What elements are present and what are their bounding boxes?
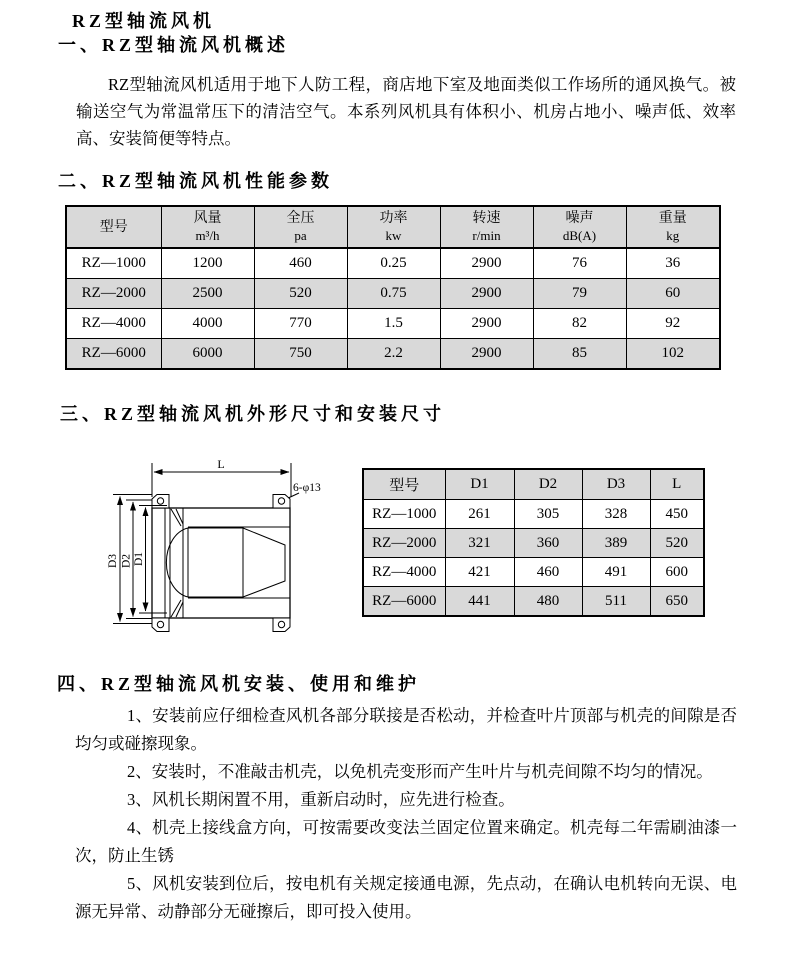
table-row: RZ—4000 421 460 491 600 — [363, 558, 704, 587]
dim-label-d3: D3 — [107, 553, 119, 569]
dim-label-length: L — [217, 457, 225, 471]
perf-col-pressure: 全压 pa — [254, 206, 347, 248]
performance-table — [65, 205, 721, 370]
performance-table-header-row — [66, 206, 720, 248]
document-title: RZ型轴流风机 — [72, 11, 216, 31]
list-item: 5、风机安装到位后，按电机有关规定接通电源，先点动，在确认电机转向无误、电源无异常、动静部分无碰擦后，即可投入使用。 — [75, 874, 737, 921]
dimensions-table-header-row — [363, 469, 704, 500]
table-row: RZ—1000 1200 460 0.25 2900 76 36 — [66, 248, 720, 279]
dim-col-d1: D1 — [445, 469, 514, 500]
table-row: RZ—2000 321 360 389 520 — [363, 529, 704, 558]
list-item: 4、机壳上接线盒方向，可按需要改变法兰固定位置来确定。机壳每二年需刷油漆一次，防止生锈 — [75, 818, 737, 865]
table-row: RZ—6000 441 480 511 650 — [363, 587, 704, 617]
dim-col-d2: D2 — [514, 469, 582, 500]
list-item: 3、风机长期闲置不用，重新启动时，应先进行检查。 — [127, 790, 515, 809]
dimensions-table — [362, 468, 705, 617]
dim-label-holes: 6-φ13 — [293, 482, 321, 494]
list-item: 1、安装前应仔细检查风机各部分联接是否松动，并检查叶片顶部与机壳的间隙是否均匀或碰擦现象。 — [75, 706, 737, 753]
section4-heading: 四、RZ型轴流风机安装、使用和维护 — [57, 674, 421, 694]
section1-heading: 一、RZ型轴流风机概述 — [58, 35, 290, 55]
perf-col-model: 型号 — [66, 206, 161, 248]
section1-paragraph: RZ型轴流风机适用于地下人防工程，商店地下室及地面类似工作场所的通风换气。被输送空气为常温常压下的清洁空气。本系列风机具有体积小、机房占地小、噪声低、效率高、安装简便等特点。 — [76, 75, 736, 148]
dim-col-l: L — [650, 469, 704, 500]
dim-col-d3: D3 — [582, 469, 650, 500]
section2-heading: 二、RZ型轴流风机性能参数 — [58, 171, 334, 191]
perf-col-airflow: 风量 m³/h — [161, 206, 254, 248]
perf-col-weight: 重量 kg — [626, 206, 720, 248]
perf-col-noise: 噪声 dB(A) — [533, 206, 626, 248]
perf-col-speed: 转速 r/min — [440, 206, 533, 248]
section3-heading: 三、RZ型轴流风机外形尺寸和安装尺寸 — [60, 404, 446, 424]
dim-label-d1: D1 — [133, 551, 145, 567]
perf-col-power: 功率 kw — [347, 206, 440, 248]
dim-label-d2: D2 — [120, 553, 133, 569]
table-row: RZ—4000 4000 770 1.5 2900 82 92 — [66, 309, 720, 339]
table-row: RZ—1000 261 305 328 450 — [363, 500, 704, 529]
dim-col-model: 型号 — [363, 469, 445, 500]
list-item: 2、安装时，不准敲击机壳，以免机壳变形而产生叶片与机壳间隙不均匀的情况。 — [127, 762, 713, 781]
section4-item-list — [75, 702, 737, 926]
table-row: RZ—6000 6000 750 2.2 2900 85 102 — [66, 339, 720, 370]
fan-outline-drawing — [95, 445, 345, 657]
table-row: RZ—2000 2500 520 0.75 2900 79 60 — [66, 279, 720, 309]
